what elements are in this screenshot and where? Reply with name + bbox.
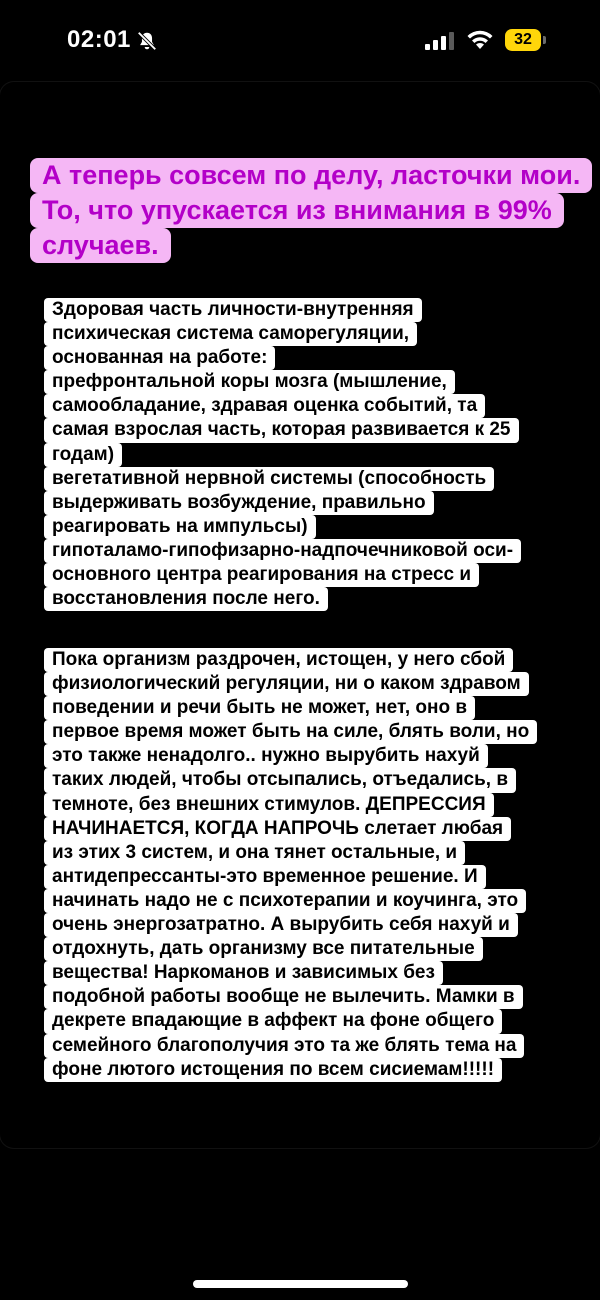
text-line: антидепрессанты-это временное решение. И	[44, 865, 486, 889]
text-line: фоне лютого истощения по всем сисиемам!!!!!	[44, 1058, 502, 1082]
text-line: годам)	[44, 443, 122, 467]
text-line: декрете впадающие в аффект на фоне общего	[44, 1009, 502, 1033]
text-line: префронтальной коры мозга (мышление,	[44, 370, 455, 394]
text-line: это также ненадолго.. нужно вырубить нахуй	[44, 744, 488, 768]
text-line: самая взрослая часть, которая развивается к 25	[44, 418, 519, 442]
text-line: поведении и речи быть не может, нет, оно в	[44, 696, 475, 720]
text-line: вещества! Наркоманов и зависимых без	[44, 961, 443, 985]
status-bar	[0, 0, 600, 82]
headline-line: То, что упускается из внимания в 99%	[30, 193, 564, 228]
battery-indicator: 32	[505, 29, 541, 51]
text-line: восстановления после него.	[44, 587, 328, 611]
text-line: выдерживать возбуждение, правильно	[44, 491, 434, 515]
text-line: самообладание, здравая оценка событий, та	[44, 394, 485, 418]
headline-line: случаев.	[30, 228, 171, 263]
cellular-signal-icon	[425, 32, 455, 50]
story-headline	[30, 158, 581, 263]
text-line: из этих 3 систем, и она тянет остальные, и	[44, 841, 465, 865]
text-line: реагировать на импульсы)	[44, 515, 316, 539]
home-indicator[interactable]	[193, 1280, 408, 1288]
text-line: первое время может быть на силе, блять воли, но	[44, 720, 537, 744]
text-line: начинать надо не с психотерапии и коучинга, это	[44, 889, 526, 913]
text-line: очень энергозатратно. А вырубить себя нахуй и	[44, 913, 518, 937]
text-line: Пока организм раздрочен, истощен, у него сбой	[44, 648, 513, 672]
text-line: основанная на работе:	[44, 346, 275, 370]
text-line: темноте, без внешних стимулов. ДЕПРЕССИЯ	[44, 793, 494, 817]
text-line: таких людей, чтобы отсыпались, отъедались, в	[44, 768, 516, 792]
text-line: вегетативной нервной системы (способность	[44, 467, 494, 491]
status-time: 02:01	[67, 26, 131, 53]
text-line: физиологический регуляции, ни о каком здравом	[44, 672, 529, 696]
text-line: психическая система саморегуляции,	[44, 322, 417, 346]
text-line: семейного благополучия это та же блять тема на	[44, 1034, 524, 1058]
battery-tip	[543, 36, 546, 44]
bell-muted-icon	[136, 30, 158, 52]
text-line: Здоровая часть личности-внутренняя	[44, 298, 422, 322]
text-line: НАЧИНАЕТСЯ, КОГДА НАПРОЧЬ слетает любая	[44, 817, 511, 841]
text-line: подобной работы вообще не вылечить. Мамки в	[44, 985, 523, 1009]
headline-line: А теперь совсем по делу, ласточки мои.	[30, 158, 592, 193]
story-paragraph-1	[44, 298, 556, 611]
story-paragraph-2	[44, 648, 556, 1082]
text-line: основного центра реагирования на стресс и	[44, 563, 479, 587]
wifi-icon	[465, 28, 495, 50]
text-line: отдохнуть, дать организму все питательные	[44, 937, 483, 961]
text-line: гипоталамо-гипофизарно-надпочечниковой оси-	[44, 539, 521, 563]
